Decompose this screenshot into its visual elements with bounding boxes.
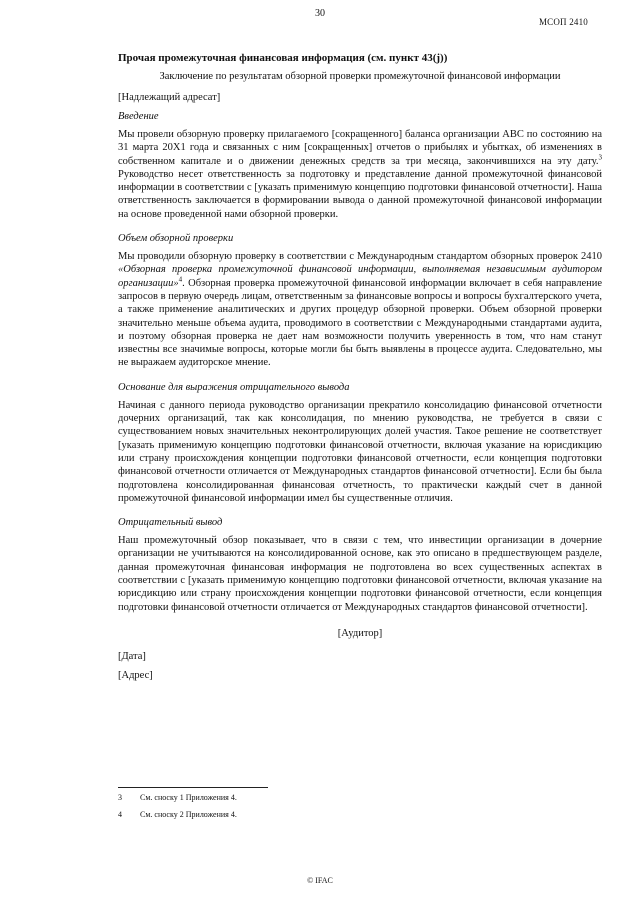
scope-standard-title: «Обзорная проверка промежуточной финансовой информации, выполняемая независимым аудитором организации»	[118, 264, 602, 289]
footnote-number: 4	[118, 810, 122, 819]
address-line: [Адрес]	[118, 669, 153, 681]
document-code: МСОП 2410	[538, 17, 588, 27]
basis-paragraph: Начиная с данного периода руководство организации прекратило консолидацию финансовой отчетности дочерних организаций, так как консолидация, по мнению руководства, не требуется в связи с существованием новых значительных неконтролирующих долей участия. Такое решение не соответствует [указать применимую концепцию подготовки финансовой отчетности, включая указание на юрисдикцию или страну происхождения концепции подготовки финансовой отчетности, если концепция подготовки финансовой отчетности отличается от Международных стандартов финансовой отчетности]. Если бы была подготовлена консолидированная финансовая отчетность, то практически каждый счет в данной промежуточной финансовой информации имел бы существенные отличия.	[118, 399, 602, 504]
intro-text-b: Руководство несет ответственность за подготовку и представление данной промежуточной финансовой информации в соответствии с [указать применимую концепцию подготовки финансовой отчетности]. Наша ответственность заключается в формировании вывода о данной промежуточной финансовой информации на основе проведенной нами обзорной проверки.	[118, 168, 602, 220]
date-line: [Дата]	[118, 650, 146, 662]
scope-title: Объем обзорной проверки	[118, 233, 234, 245]
conclusion-title: Отрицательный вывод	[118, 517, 223, 529]
copyright: © IFAC	[307, 876, 333, 885]
footnote-ref-4: 4	[178, 275, 183, 284]
intro-text-a: Мы провели обзорную проверку прилагаемого [сокращенного] баланса организации ABC по состоянию на 31 марта 20X1 года и связанных с ним [сокращенных] отчетов о прибылях и убытках, об изменениях в собственном капитале и о движении денежных средств за три месяца, закончившихся на эту дату.	[118, 129, 602, 167]
footnote-item	[118, 810, 602, 819]
page-number: 30	[315, 8, 325, 19]
scope-paragraph	[118, 250, 602, 370]
conclusion-paragraph: Наш промежуточный обзор показывает, что в связи с тем, что инвестиции организации в дочерние организации не учитываются на консолидированной основе, как это описано в предшествующем разделе, данная промежуточная финансовая информация не подготовлена во всех существенных аспектах в соответствии с [указать применимую концепцию подготовки финансовой отчетности, включая указание на юрисдикцию или страну происхождения концепции подготовки финансовой отчетности, если концепция подготовки финансовой отчетности отличается от Международных стандартов финансовой отчетности].	[118, 535, 602, 613]
intro-title: Введение	[118, 111, 159, 122]
intro-paragraph	[118, 128, 602, 221]
document-body	[118, 52, 602, 689]
footnote-item	[118, 793, 602, 802]
scope-text-b: . Обзорная проверка промежуточной финансовой информации включает в себя направление запросов в первую очередь лицам, ответственным за финансовые вопросы и вопросы бухгалтерского учета, а также применение аналитических и других процедур обзорной проверки. Объем обзорной проверки значительно меньше объема аудита, проводимого в соответствии с Международными стандартами аудита, и поэтому обзорная проверка не дает нам возможности получить уверенность в том, что нам станут известны все значимые вопросы, которые могли бы быть выявлены в процессе аудита. Следовательно, мы не выражаем аудиторское мнение.	[118, 277, 602, 369]
footnote-number: 3	[118, 793, 122, 802]
footnote-divider	[118, 787, 268, 788]
addressee: [Надлежащий адресат]	[118, 92, 221, 103]
footnote-text: См. сноску 1 Приложения 4.	[140, 793, 237, 802]
basis-title: Основание для выражения отрицательного вывода	[118, 381, 350, 393]
report-title: Заключение по результатам обзорной проверки промежуточной финансовой информации	[159, 71, 561, 82]
footnote-ref-3: 3	[598, 153, 602, 162]
footnotes	[118, 793, 602, 827]
auditor-signature: [Аудитор]	[337, 627, 383, 639]
footnote-text: См. сноску 2 Приложения 4.	[140, 810, 237, 819]
section-heading: Прочая промежуточная финансовая информация (см. пункт 43(j))	[118, 52, 448, 64]
scope-text-a: Мы проводили обзорную проверку в соответствии с Международным стандартом обзорных проверок 2410	[118, 251, 602, 263]
